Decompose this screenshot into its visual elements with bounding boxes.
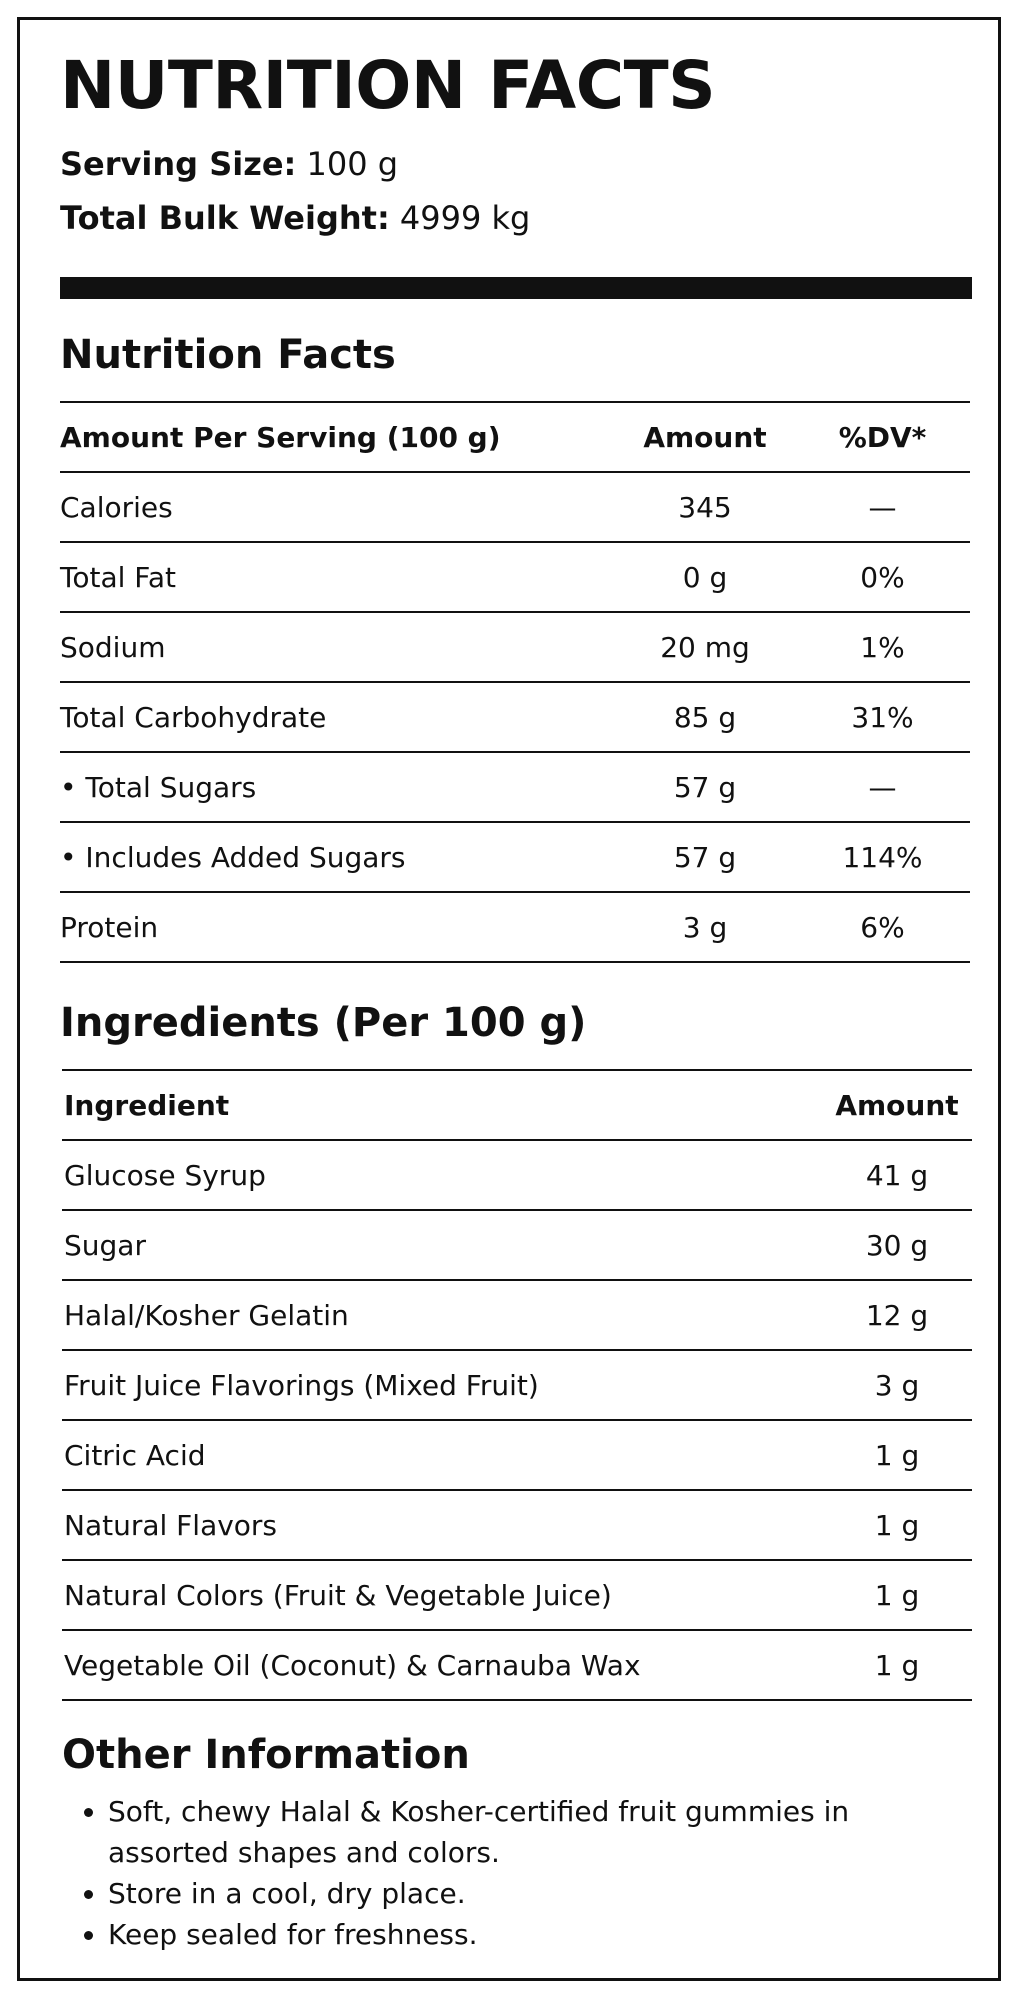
column-header-ingredient: Ingredient [62,1070,822,1140]
serving-size [60,145,972,183]
table-row [62,1630,972,1700]
nutrient-name: Calories [60,472,615,542]
table-header-row [60,402,970,472]
table-row [62,1490,972,1560]
nutrient-name: Sodium [60,612,615,682]
table-row [62,1280,972,1350]
other-info-heading: Other Information [62,1732,470,1779]
nutrient-dv: — [795,752,970,822]
bulk-weight-label: Total Bulk Weight: [60,198,390,237]
ingredients-heading: Ingredients (Per 100 g) [60,1000,587,1047]
ingredient-name: Vegetable Oil (Coconut) & Carnauba Wax [62,1630,822,1700]
nutrient-name: Total Carbohydrate [60,682,615,752]
nutrient-dv: 31% [795,682,970,752]
ingredient-name: Sugar [62,1210,822,1280]
table-row [60,682,970,752]
table-row [62,1140,972,1210]
table-row [62,1560,972,1630]
nutrient-name: Total Fat [60,542,615,612]
nutrient-dv: 0% [795,542,970,612]
serving-size-label: Serving Size: [60,144,297,183]
other-info-list [60,1791,972,1955]
nutrient-dv: 6% [795,892,970,962]
nutrient-amount: 0 g [615,542,795,612]
label-content [60,47,972,1955]
table-row [62,1420,972,1490]
nutrient-dv: 114% [795,822,970,892]
ingredient-amount: 1 g [822,1560,972,1630]
table-row [60,542,970,612]
ingredient-name: Natural Flavors [62,1490,822,1560]
column-header-dv: %DV* [795,402,970,472]
list-item: • Store in a cool, dry place. [108,1873,972,1914]
list-item: • Keep sealed for freshness. [108,1914,972,1955]
nutrient-amount: 3 g [615,892,795,962]
nutrient-amount: 57 g [615,822,795,892]
table-row [60,822,970,892]
column-header-amount: Amount [822,1070,972,1140]
table-row [62,1350,972,1420]
page-title: NUTRITION FACTS [60,47,716,124]
nutrient-amount: 20 mg [615,612,795,682]
list-item: • Soft, chewy Halal & Kosher-certified fruit gummies in assorted shapes and colors. [108,1791,972,1873]
nutrient-dv: — [795,472,970,542]
bulk-weight [60,199,972,237]
ingredient-amount: 3 g [822,1350,972,1420]
ingredient-amount: 41 g [822,1140,972,1210]
ingredient-amount: 30 g [822,1210,972,1280]
nutrient-amount: 85 g [615,682,795,752]
ingredient-amount: 1 g [822,1490,972,1560]
column-header-amount: Amount [615,402,795,472]
divider-bar [60,277,972,299]
serving-size-value: 100 g [306,144,399,183]
ingredient-name: Natural Colors (Fruit & Vegetable Juice) [62,1560,822,1630]
ingredient-name: Glucose Syrup [62,1140,822,1210]
table-row [60,612,970,682]
nutrient-amount: 57 g [615,752,795,822]
nutrition-table [60,401,970,963]
nutrition-heading: Nutrition Facts [60,332,396,379]
nutrition-label [17,17,1001,1981]
table-row [60,892,970,962]
table-header-row [62,1070,972,1140]
nutrient-amount: 345 [615,472,795,542]
ingredient-name: Halal/Kosher Gelatin [62,1280,822,1350]
nutrient-name: Protein [60,892,615,962]
ingredient-name: Fruit Juice Flavorings (Mixed Fruit) [62,1350,822,1420]
ingredient-amount: 1 g [822,1630,972,1700]
ingredient-name: Citric Acid [62,1420,822,1490]
nutrient-name: • Includes Added Sugars [60,822,615,892]
table-row [60,752,970,822]
nutrient-name: • Total Sugars [60,752,615,822]
nutrient-dv: 1% [795,612,970,682]
ingredient-amount: 1 g [822,1420,972,1490]
table-row [60,472,970,542]
column-header-nutrient: Amount Per Serving (100 g) [60,402,615,472]
ingredient-amount: 12 g [822,1280,972,1350]
ingredients-table [62,1069,972,1701]
bulk-weight-value: 4999 kg [399,198,531,237]
table-row [62,1210,972,1280]
